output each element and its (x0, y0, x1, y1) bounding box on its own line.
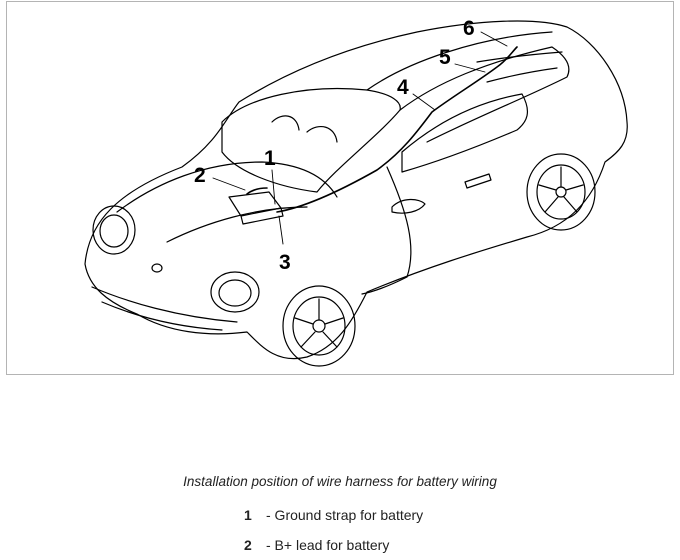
figure-frame (6, 1, 674, 375)
legend-item (244, 530, 423, 560)
figure-caption: Installation position of wire harness for battery wiring (183, 474, 497, 489)
callout-6: 6 (463, 17, 475, 40)
callout-3: 3 (279, 251, 291, 274)
legend-text: - Ground strap for battery (266, 507, 424, 523)
legend-list (244, 500, 423, 560)
callout-1: 1 (264, 147, 276, 170)
callout-2: 2 (194, 164, 206, 187)
callout-4: 4 (397, 76, 409, 99)
car-body-outline (85, 21, 627, 359)
legend-item (244, 500, 423, 530)
windshield (222, 89, 400, 192)
front-bumper (92, 287, 237, 330)
legend-text: - B+ lead for battery (266, 537, 390, 553)
door-line (362, 167, 411, 294)
legend-number: 2 (244, 537, 252, 553)
battery (229, 192, 283, 224)
side-window (402, 94, 527, 172)
hood-crease (167, 207, 307, 242)
callout-5: 5 (439, 46, 451, 69)
legend-number: 1 (244, 507, 252, 523)
car-wiring-illustration (7, 2, 673, 374)
roof-line (367, 32, 552, 90)
front-wheel (283, 286, 355, 366)
side-mirror (392, 199, 425, 213)
